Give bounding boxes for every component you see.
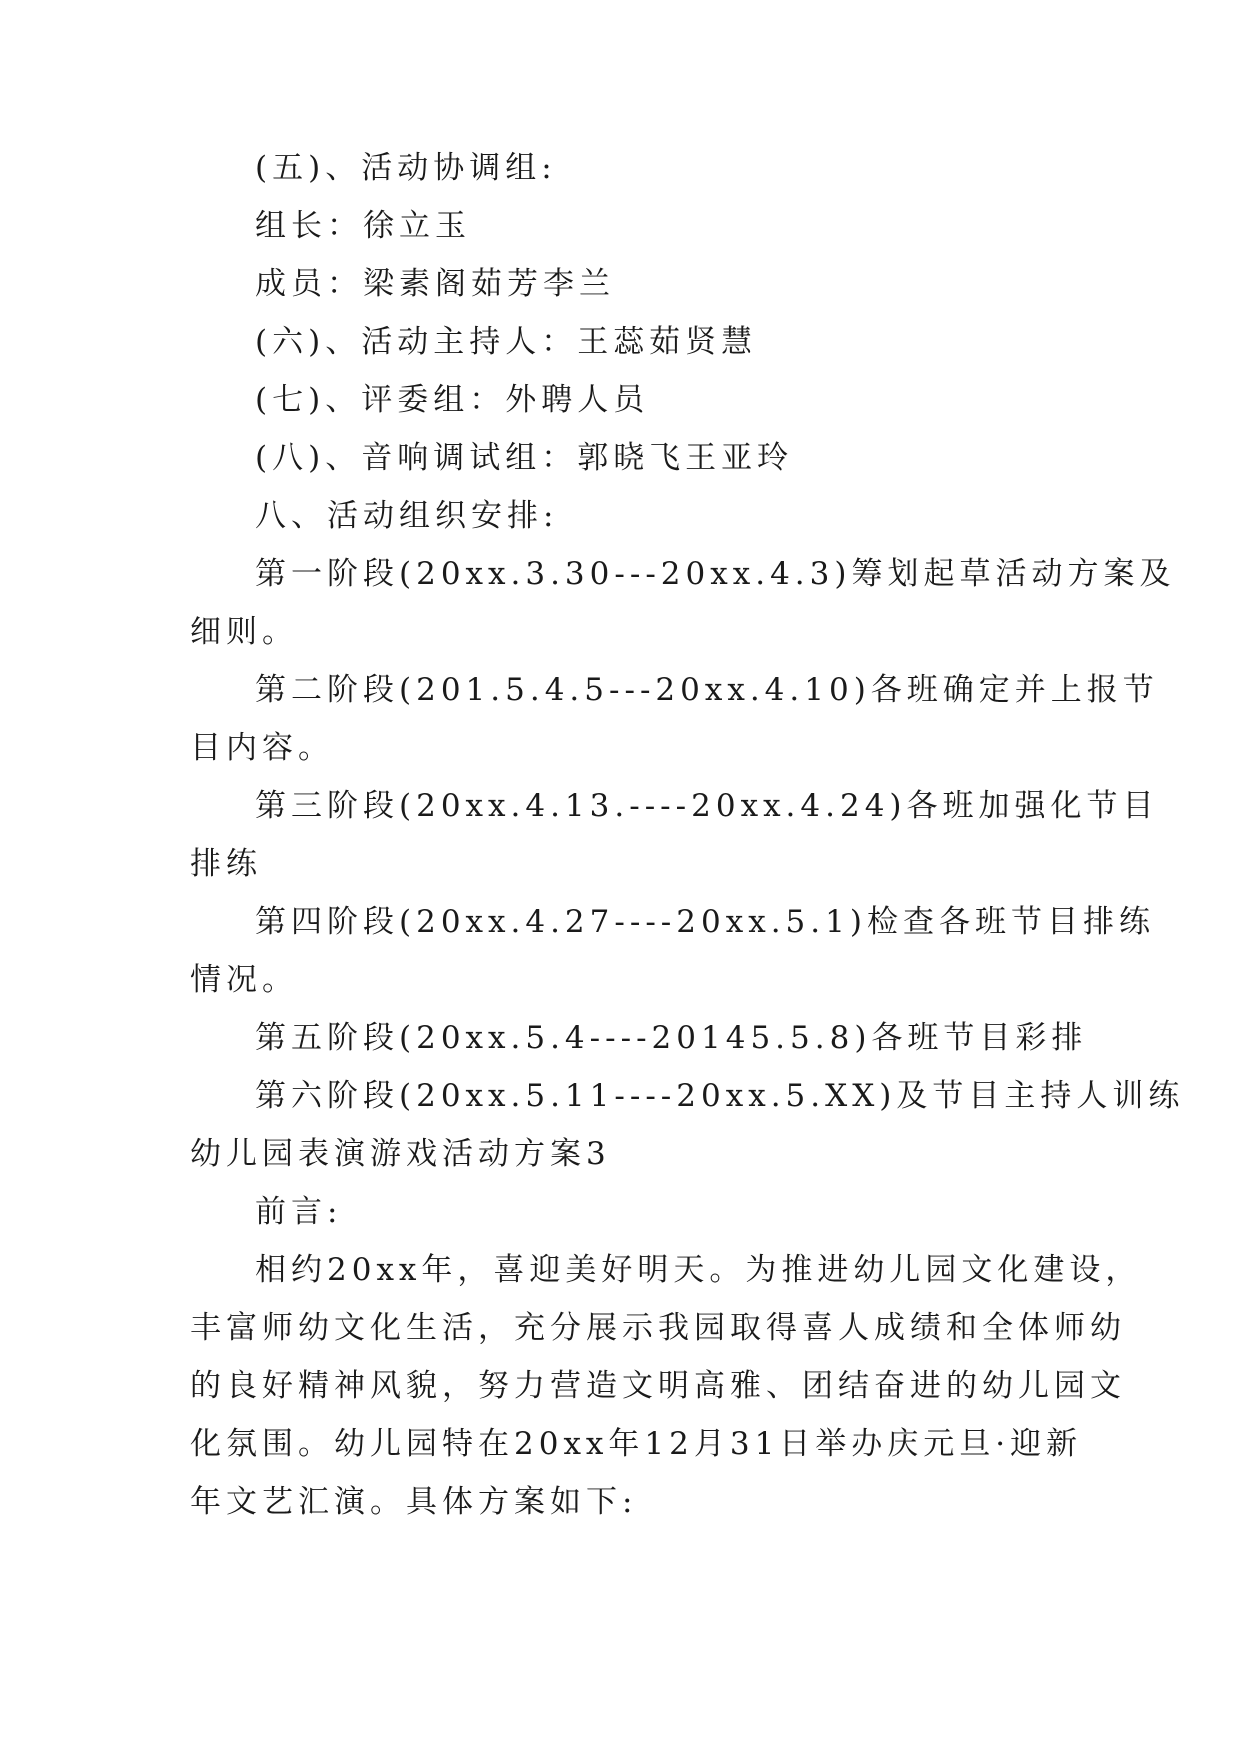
text-line: 化氛围。幼儿园特在20xx年12月31日举办庆元旦·迎新 — [190, 1426, 1083, 1462]
text-line: (五)、活动协调组: — [255, 150, 557, 186]
text-line: 第一阶段(20xx.3.30---20xx.4.3)筹划起草活动方案及 — [255, 556, 1176, 592]
text-line: 情况。 — [190, 962, 298, 998]
text-line: 的良好精神风貌，努力营造文明高雅、团结奋进的幼儿园文 — [190, 1368, 1126, 1404]
text-line: (七)、评委组：外聘人员 — [255, 382, 650, 418]
text-line: 第二阶段(201.5.4.5---20xx.4.10)各班确定并上报节 — [255, 672, 1159, 708]
text-line: 排练 — [190, 846, 262, 882]
section-heading: 八、活动组织安排: — [255, 498, 559, 534]
text-line: 第三阶段(20xx.4.13.----20xx.4.24)各班加强化节目 — [255, 788, 1159, 824]
text-line: 成员：梁素阁茹芳李兰 — [255, 266, 615, 302]
text-line: 组长：徐立玉 — [255, 208, 471, 244]
text-line: 丰富师幼文化生活，充分展示我园取得喜人成绩和全体师幼 — [190, 1310, 1126, 1346]
text-line: 细则。 — [190, 614, 298, 650]
text-line: 第五阶段(20xx.5.4----20145.5.8)各班节目彩排 — [255, 1020, 1088, 1056]
text-line: 年文艺汇演。具体方案如下: — [190, 1484, 638, 1520]
text-line: 相约20xx年，喜迎美好明天。为推进幼儿园文化建设， — [255, 1252, 1142, 1288]
text-line: 前言: — [255, 1194, 343, 1230]
text-line: 第六阶段(20xx.5.11----20xx.5.XX)及节目主持人训练 — [255, 1078, 1185, 1114]
text-line: 第四阶段(20xx.4.27----20xx.5.1)检查各班节目排练 — [255, 904, 1155, 940]
document-title: 幼儿园表演游戏活动方案3 — [190, 1136, 611, 1172]
text-line: 目内容。 — [190, 730, 334, 766]
text-line: (六)、活动主持人：王蕊茹贤慧 — [255, 324, 758, 360]
text-line: (八)、音响调试组：郭晓飞王亚玲 — [255, 440, 794, 476]
